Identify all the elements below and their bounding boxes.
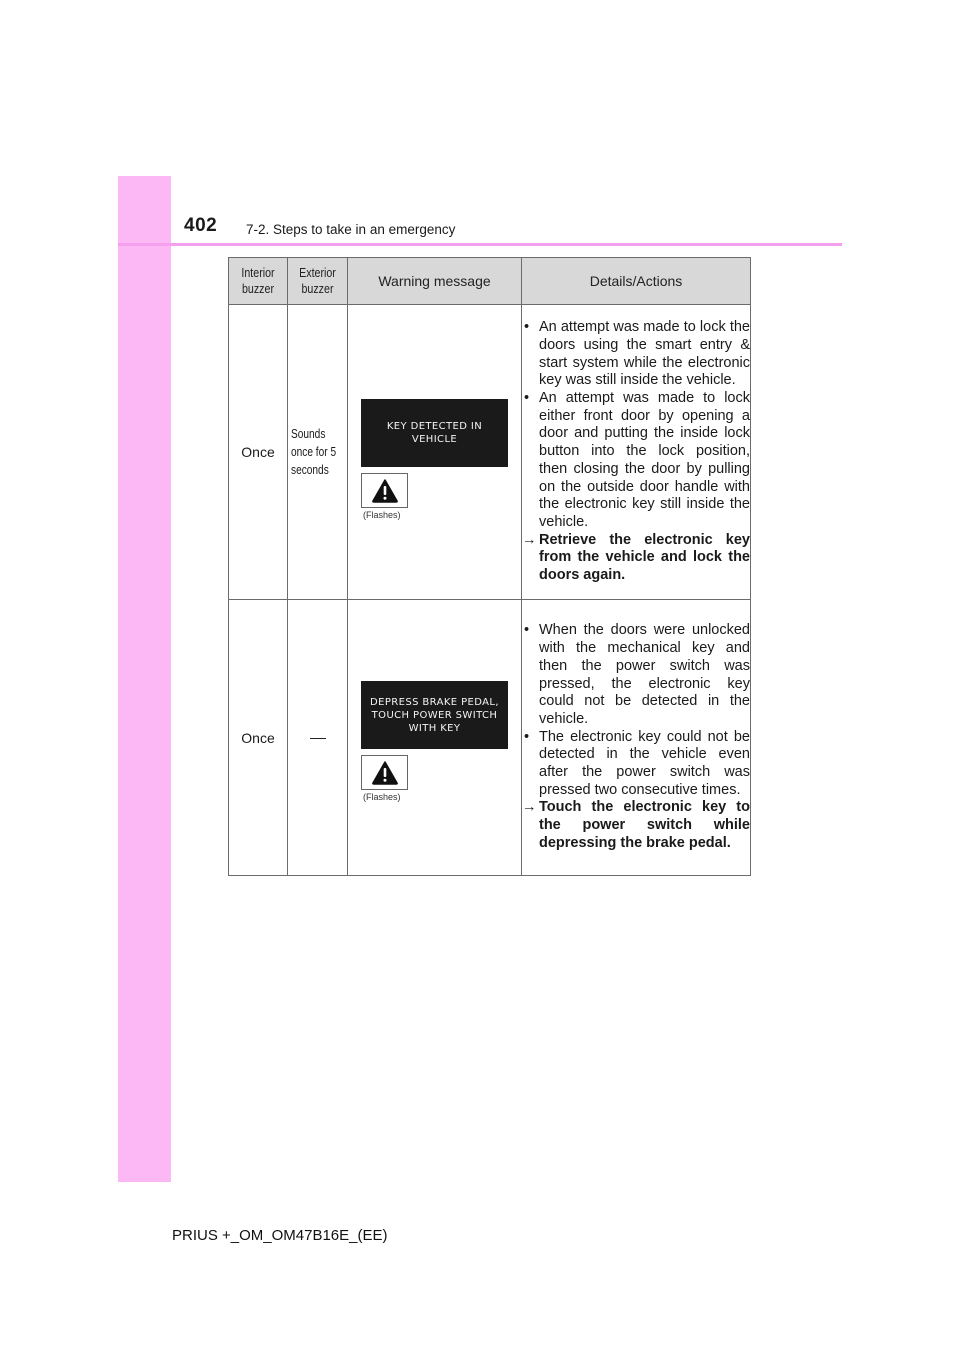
action-instruction (522, 799, 750, 852)
arrow-icon: → (522, 799, 537, 816)
header-rule (118, 243, 842, 246)
warning-indicator (361, 755, 408, 790)
header-exterior-buzzer: Exterior buzzer (288, 258, 348, 305)
warning-triangle-icon (372, 479, 398, 503)
side-tab-bar (118, 176, 171, 1182)
action-text: Retrieve the electronic key from the vehicle and lock the doors again. (539, 531, 750, 584)
table-header-row (229, 258, 751, 305)
action-text: Touch the electronic key to the power switch while depressing the brake pedal. (539, 799, 750, 851)
table-row (229, 305, 751, 600)
table-row (229, 600, 751, 876)
details-cell (522, 305, 751, 600)
interior-buzzer-cell: Once (229, 600, 288, 876)
flashes-label: (Flashes) (363, 510, 401, 520)
multi-info-display: KEY DETECTED IN VEHICLE (361, 399, 508, 467)
action-instruction (522, 532, 750, 585)
interior-buzzer-cell: Once (229, 305, 288, 600)
header-details-actions: Details/Actions (522, 258, 751, 305)
detail-bullet: • An attempt was made to lock the doors using the smart entry & start system while the electronic key was still inside the vehicle. (522, 319, 750, 390)
header-interior-buzzer: Interior buzzer (229, 258, 288, 305)
detail-bullet: • An attempt was made to lock either front door by opening a door and putting the inside lock button into the lock position, then closing the door by pulling on the outside door handle with the electronic key still inside the vehicle. (522, 390, 750, 532)
exterior-buzzer-cell (288, 600, 348, 876)
details-cell (522, 600, 751, 876)
document-code: PRIUS +_OM_OM47B16E_(EE) (172, 1227, 388, 1244)
multi-info-display: DEPRESS BRAKE PEDAL, TOUCH POWER SWITCH WITH KEY (361, 681, 508, 749)
exterior-buzzer-dash (310, 738, 326, 739)
warning-triangle-icon (372, 761, 398, 785)
exterior-buzzer-cell (288, 305, 348, 600)
flashes-label: (Flashes) (363, 792, 401, 802)
exterior-buzzer-text: Sounds once for 5 seconds (291, 426, 337, 477)
header-warning-message: Warning message (348, 258, 522, 305)
page-number: 402 (184, 215, 218, 236)
section-title: 7-2. Steps to take in an emergency (246, 222, 456, 237)
warning-indicator (361, 473, 408, 508)
arrow-icon: → (522, 531, 537, 548)
warning-message-cell (348, 600, 522, 876)
detail-bullet: • When the doors were unlocked with the mechanical key and then the power switch was pressed, the electronic key could not be detected in the vehicle. (522, 622, 750, 728)
warning-table (228, 257, 751, 876)
warning-message-cell (348, 305, 522, 600)
detail-bullet: • The electronic key could not be detected in the vehicle even after the power switch was pressed two consecutive times. (522, 729, 750, 800)
